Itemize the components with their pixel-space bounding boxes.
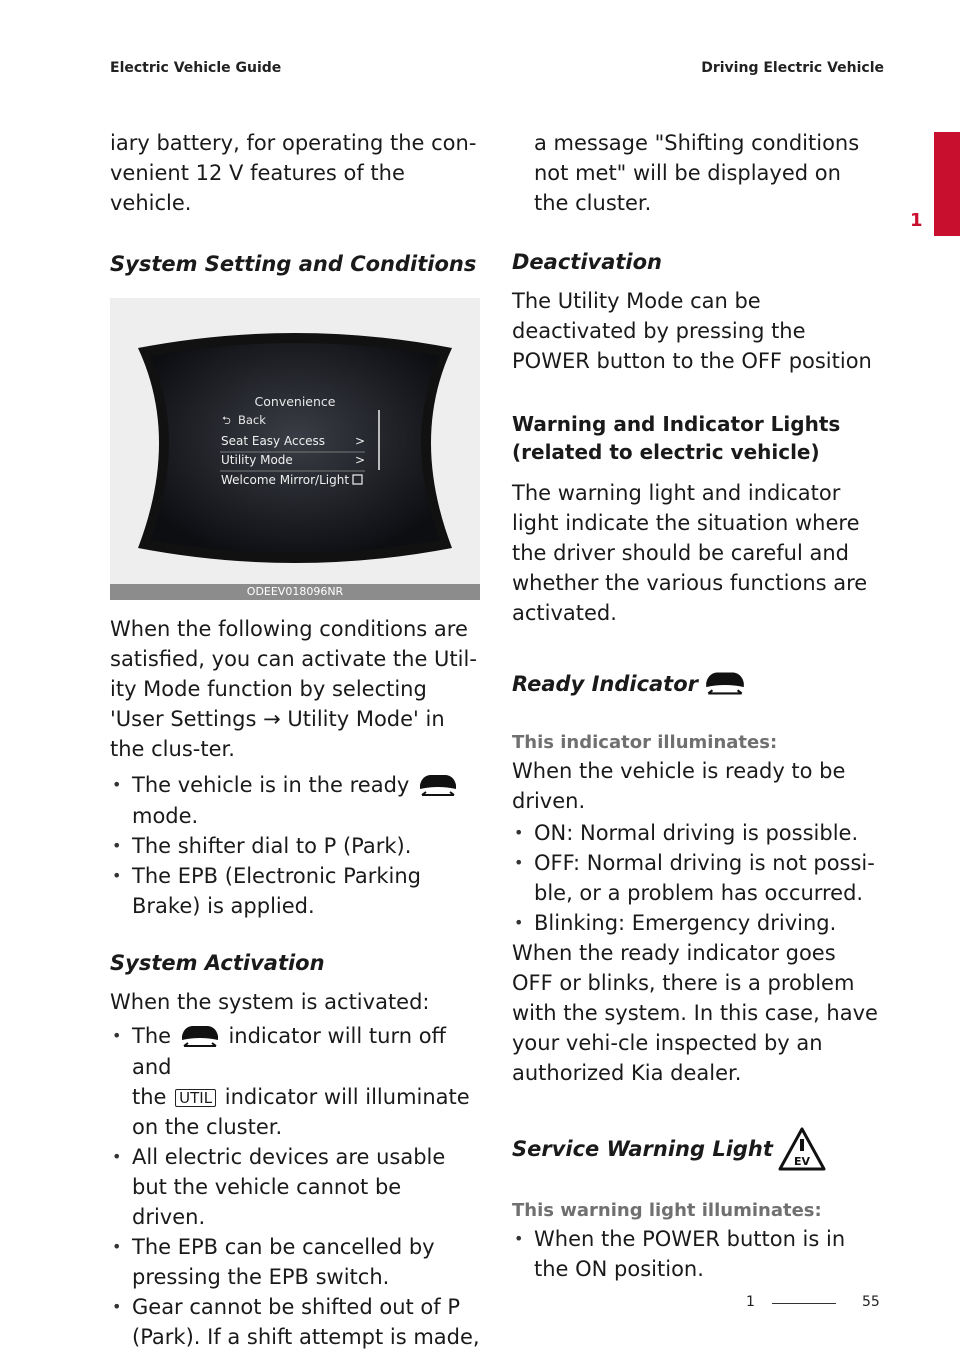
list-item: • Blinking: Emergency driving. (512, 908, 882, 938)
ready-car-icon (702, 668, 748, 700)
ready-indicator-heading-row (512, 668, 882, 700)
list-item (110, 770, 480, 831)
ready-car-icon (416, 771, 460, 801)
ready-subheading: This indicator illuminates: (512, 732, 778, 753)
list-item-text: The (132, 1024, 172, 1048)
ready-text: When the vehicle is ready to be driven. (512, 759, 846, 813)
deactivation-text: The Utility Mode can be deactivated by pressing the POWER button to the OFF position (512, 289, 872, 373)
screen-title: Convenience (254, 394, 336, 409)
screen-item-3: Welcome Mirror/Light (221, 473, 350, 487)
list-item-text: the (132, 1085, 167, 1109)
list-item-text: indicator will turn off and (132, 1024, 447, 1079)
heading-warning-lights: Warning and Indicator Lights (related to electric vehicle) (512, 412, 841, 464)
service-warning-heading-row (512, 1126, 882, 1172)
list-item (110, 1021, 480, 1142)
chapter-tab-number: 1 (910, 210, 923, 231)
ready-note: When the ready indicator goes OFF or blinks, there is a problem with the system. In this case, have your vehi-cle inspected by an authorized Kia dealer. (512, 941, 878, 1085)
ev-label: EV (793, 1155, 810, 1168)
list-item: • All electric devices are usable but the vehicle cannot be driven. (110, 1142, 480, 1232)
util-indicator-icon: UTIL (175, 1089, 216, 1107)
list-item: • ON: Normal driving is possible. (512, 818, 882, 848)
list-item-text: The vehicle is in the ready (132, 773, 410, 797)
figure-caption: ODEEV018096NR (110, 584, 480, 600)
activation-intro: When the system is activated: (110, 990, 430, 1014)
ready-list (512, 818, 882, 938)
screen-item-1: Seat Easy Access (221, 434, 326, 448)
left-column (110, 128, 480, 1352)
back-icon: ⮌ (222, 414, 231, 427)
list-item: • The EPB (Electronic Parking Brake) is applied. (110, 861, 480, 921)
heading-deactivation: Deactivation (512, 250, 663, 274)
cluster-figure (110, 298, 480, 600)
cluster-screen-illustration (110, 298, 480, 584)
conditions-intro: When the following conditions are satisfied, you can activate the Util-ity Mode function by selecting 'User Settings → Utility Mode' in the clus-ter. (110, 617, 477, 761)
activation-list (110, 1021, 480, 1352)
heading-service-warning: Service Warning Light (512, 1137, 773, 1161)
conditions-list (110, 770, 480, 921)
ready-car-icon (178, 1022, 222, 1052)
activation-continuation: a message "Shifting conditions not met" will be displayed on the cluster. (534, 131, 860, 215)
intro-continuation: iary battery, for operating the con-venient 12 V features of the vehicle. (110, 131, 477, 215)
list-item: • Gear cannot be shifted out of P (Park). If a shift attempt is made, (110, 1292, 480, 1352)
right-column (512, 128, 882, 1284)
list-item: • OFF: Normal driving is not possi-ble, or a problem has occurred. (512, 848, 882, 908)
list-item: • When the POWER button is in the ON position. (512, 1224, 882, 1284)
scrollbar (378, 410, 380, 470)
page-number: 55 (862, 1294, 880, 1310)
chevron-right-icon: > (355, 434, 366, 448)
running-header-right: Driving Electric Vehicle (701, 60, 884, 76)
warning-text: The warning light and indicator light indicate the situation where the driver should be careful and whether the various functions are activated. (512, 481, 868, 625)
list-item-text: indicator will illuminate on the cluster. (132, 1085, 470, 1139)
list-item-text: mode. (132, 804, 199, 828)
list-item: • The shifter dial to P (Park). (110, 831, 480, 861)
footer-chapter: 1 (746, 1294, 755, 1310)
chapter-tab (934, 132, 960, 236)
service-subheading: This warning light illuminates: (512, 1200, 822, 1221)
heading-ready-indicator: Ready Indicator (512, 672, 699, 696)
screen-back: Back (238, 413, 266, 427)
cluster-display (150, 343, 440, 553)
heading-system-setting: System Setting and Conditions (110, 252, 477, 276)
chevron-right-icon: > (355, 453, 366, 467)
list-item: • The EPB can be cancelled by pressing the EPB switch. (110, 1232, 480, 1292)
service-warning-icon (777, 1126, 827, 1172)
footer-divider (772, 1303, 836, 1304)
heading-system-activation: System Activation (110, 951, 325, 975)
service-list (512, 1224, 882, 1284)
screen-item-2: Utility Mode (221, 453, 293, 467)
running-header-left: Electric Vehicle Guide (110, 60, 282, 76)
